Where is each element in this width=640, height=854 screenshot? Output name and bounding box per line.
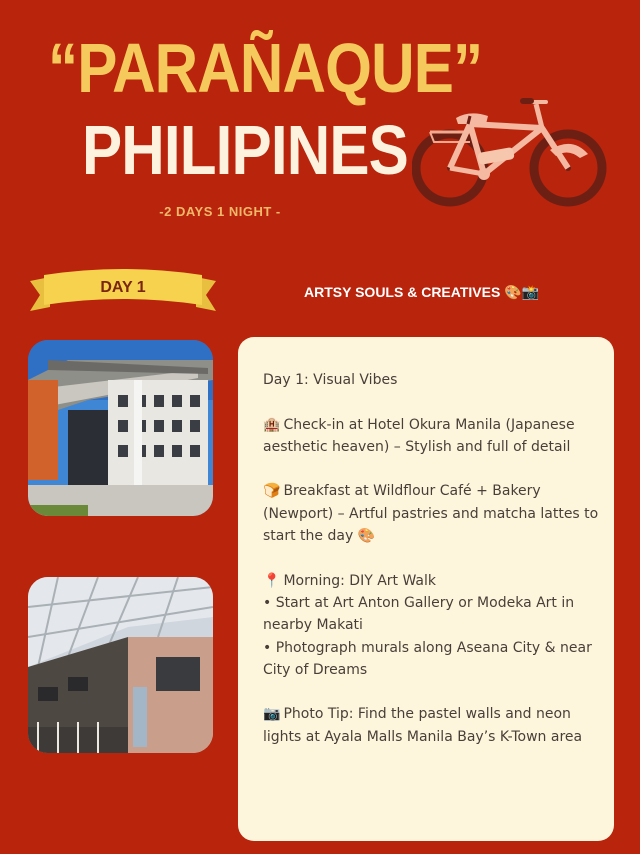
building-photo-2	[28, 577, 213, 753]
camera-icon: 📷	[263, 706, 281, 723]
itinerary-heading: Day 1: Visual Vibes	[263, 372, 398, 388]
checkin-text: Check-in at Hotel Okura Manila (Japanese aesthetic heaven) – Stylish and full of detail	[263, 416, 575, 455]
hotel-icon: 🏨	[263, 416, 281, 433]
trip-duration: -2 DAYS 1 NIGHT -	[159, 204, 281, 219]
morning-bullet-1: • Start at Art Anton Gallery or Modeka Art in nearby Makati	[263, 594, 575, 634]
morning-item	[263, 570, 608, 681]
building-photo-1	[28, 340, 213, 516]
photo-tip-text: Photo Tip: Find the pastel walls and neon lights at Ayala Malls Manila Bay’s K-Town area	[263, 706, 583, 745]
day-theme: ARTSY SOULS & CREATIVES 🎨📸	[304, 284, 540, 300]
bicycle-illustration	[412, 92, 608, 208]
itinerary-text	[263, 369, 608, 748]
morning-bullet-2: • Photograph murals along Aseana City & near City of Dreams	[263, 639, 592, 678]
checkin-item	[263, 414, 608, 459]
breakfast-text: Breakfast at Wildflour Café + Bakery (Newport) – Artful pastries and matcha lattes to start the day 🎨	[263, 483, 599, 545]
itinerary-card	[238, 337, 614, 841]
pin-icon: 📍	[263, 572, 281, 589]
bread-icon: 🍞	[263, 483, 281, 500]
photo-tip-item	[263, 703, 608, 748]
day-label: DAY 1	[100, 279, 146, 296]
breakfast-item	[263, 480, 608, 547]
title-line-1: “PARAÑAQUE”	[48, 29, 483, 107]
morning-title: Morning: DIY Art Walk	[283, 572, 437, 589]
title-line-2: PHILIPINES	[82, 111, 408, 189]
